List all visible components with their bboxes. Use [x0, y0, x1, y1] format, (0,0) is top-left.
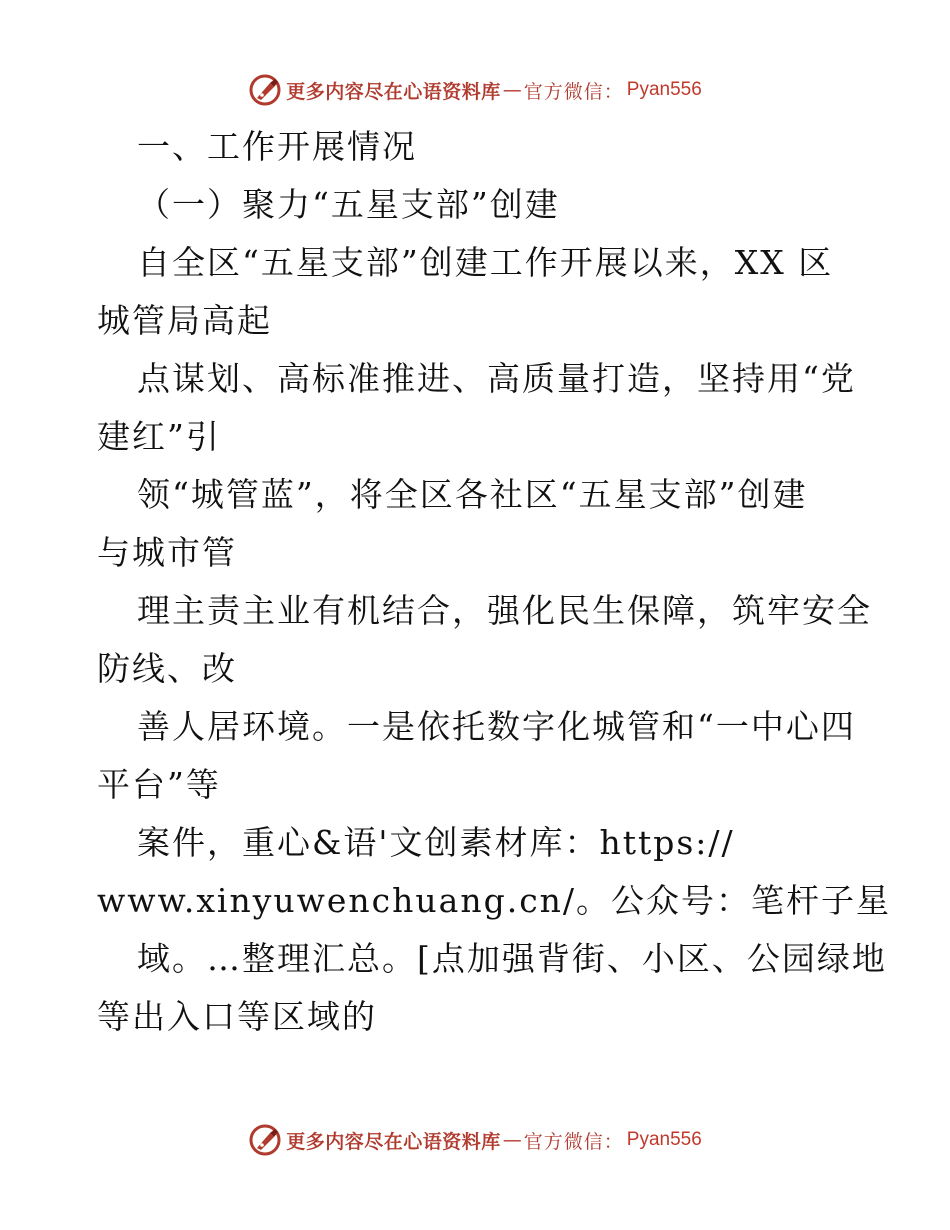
paragraph-line: 城管局高起: [97, 301, 272, 340]
paragraph-line: 与城市管: [97, 533, 237, 572]
paragraph-line: 领“城管蓝”，将全区各社区“五星支部”创建: [137, 475, 808, 514]
paragraph-line: 自全区“五星支部”创建工作开展以来，XX 区: [137, 243, 834, 282]
banner-wechat-label: 官方微信: [523, 1130, 604, 1153]
url-line: www.xinyuwenchuang.cn/。公众号：笔杆子星: [97, 881, 892, 920]
header-watermark-banner: [0, 70, 950, 110]
subsection-heading: （一）聚力“五星支部”创建: [137, 185, 560, 224]
section-heading: 一、工作开展情况: [137, 127, 417, 166]
paragraph-line: 建红”引: [97, 417, 221, 456]
banner-dash: —: [502, 1129, 522, 1151]
banner-wechat-id: Pyan556: [626, 1129, 702, 1150]
banner-wechat-label: 官方微信: [523, 80, 604, 103]
banner-colon: ：: [603, 80, 623, 103]
banner-site-text: 更多内容尽在心语资料库: [286, 1130, 501, 1153]
footer-watermark-banner: [0, 1120, 950, 1160]
paragraph-line: 点谋划、高标准推进、高质量打造，坚持用“党: [137, 359, 856, 398]
banner-colon: ：: [603, 1130, 623, 1153]
pen-nib-logo-icon: [248, 73, 282, 107]
paragraph-line: 域。…整理汇总。[点加强背街、小区、公园绿地: [137, 939, 887, 978]
banner-wechat-id: Pyan556: [626, 79, 702, 100]
pen-nib-logo-icon: [248, 1123, 282, 1157]
banner-dash: —: [502, 79, 522, 101]
paragraph-line: 理主责主业有机结合，强化民生保障，筑牢安全: [137, 591, 872, 630]
paragraph-line: 案件，重心&语'文创素材库：https://: [137, 823, 735, 862]
banner-site-text: 更多内容尽在心语资料库: [286, 80, 501, 103]
document-body: [97, 118, 892, 1046]
paragraph-line: 平台”等: [97, 765, 221, 804]
paragraph-line: 善人居环境。一是依托数字化城管和“一中心四: [137, 707, 856, 746]
paragraph-line: 等出入口等区域的: [97, 997, 377, 1036]
paragraph-line: 防线、改: [97, 649, 237, 688]
